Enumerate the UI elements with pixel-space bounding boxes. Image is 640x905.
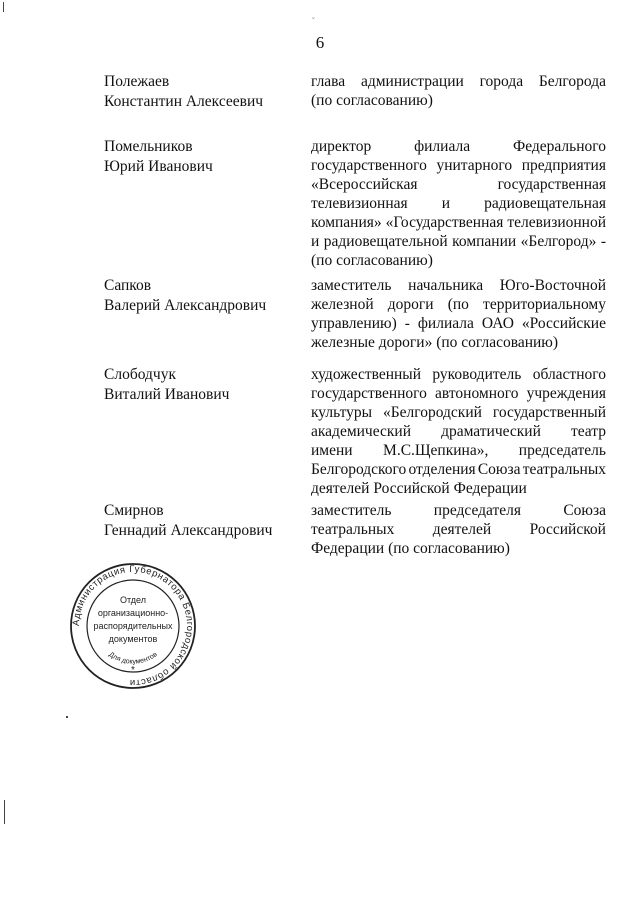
seal-inner-line: распорядительных	[93, 621, 173, 631]
member-position-line: Белгородского отделения Союза театральных	[311, 461, 606, 478]
member-position-line: академический драматический театр	[311, 423, 606, 440]
member-position	[311, 501, 606, 558]
member-position-line: художественный руководитель областного	[311, 366, 606, 383]
member-name-line: Юрий Иванович	[104, 158, 213, 175]
member-position	[311, 72, 606, 110]
member-name-line: Слободчук	[104, 366, 176, 383]
member-name-line: Геннадий Александрович	[104, 522, 273, 539]
member-position-line: глава администрации города Белгорода	[311, 73, 606, 90]
seal-bottom-text: Для документов	[107, 651, 159, 666]
member-position	[311, 137, 606, 270]
member-name	[104, 137, 294, 177]
scan-tick-mark: ˘	[312, 16, 315, 25]
member-position	[311, 365, 606, 498]
member-position-line: государственного автономного учреждения	[311, 385, 606, 402]
member-position-line: имени М.С.Щепкина», председатель	[311, 442, 606, 459]
member-position-line: театральных деятелей Российской	[311, 521, 606, 538]
member-name-line: Полежаев	[104, 73, 170, 90]
scan-edge-mark	[4, 800, 5, 824]
member-position-line: телевизионная и радиовещательная	[311, 195, 606, 212]
member-name	[104, 276, 294, 316]
member-position-line: (по согласованию)	[311, 252, 433, 269]
member-name	[104, 501, 294, 541]
member-position-line: заместитель начальника Юго-Восточной	[311, 277, 606, 294]
member-position	[311, 276, 606, 352]
member-position-line: культуры «Белгородский государственный	[311, 404, 606, 421]
seal-inner-line: Отдел	[119, 595, 147, 605]
member-position-line: компания» «Государственная телевизионной	[311, 214, 606, 231]
member-position-line: (по согласованию)	[311, 92, 433, 109]
member-position-line: железные дороги» (по согласованию)	[311, 334, 559, 351]
scan-dot	[66, 716, 68, 718]
member-name-line: Сапков	[104, 277, 152, 294]
seal-inner-line: документов	[108, 634, 158, 644]
scan-edge-mark	[3, 2, 4, 12]
seal-inner-line: организационно-	[97, 608, 169, 618]
seal-star: *	[131, 665, 135, 676]
member-name-line: Виталий Иванович	[104, 386, 230, 403]
member-position-line: государственного унитарного предприятия	[311, 157, 606, 174]
member-name-line: Валерий Александрович	[104, 297, 267, 314]
member-name	[104, 365, 294, 405]
member-position-line: директор филиала Федерального	[311, 138, 606, 155]
member-position-line: «Всероссийская государственная	[311, 176, 606, 193]
seal-outer-text: Администрация Губернатора Белгородской области	[70, 563, 196, 689]
member-position-line: железной дороги (по территориальному	[311, 296, 606, 313]
organization-seal	[68, 561, 198, 691]
member-name-line: Смирнов	[104, 502, 164, 519]
member-position-line: заместитель председателя Союза	[311, 502, 606, 519]
member-name-line: Помельников	[104, 138, 193, 155]
member-name	[104, 72, 294, 112]
member-position-line: деятелей Российской Федерации	[311, 480, 527, 497]
member-name-line: Константин Алексеевич	[104, 93, 264, 110]
member-position-line: Федерации (по согласованию)	[311, 540, 510, 557]
member-position-line: управлению) - филиала ОАО «Российские	[311, 315, 606, 332]
member-position-line: и радиовещательной компании «Белгород» -	[311, 233, 606, 250]
page-number: 6	[315, 33, 325, 52]
